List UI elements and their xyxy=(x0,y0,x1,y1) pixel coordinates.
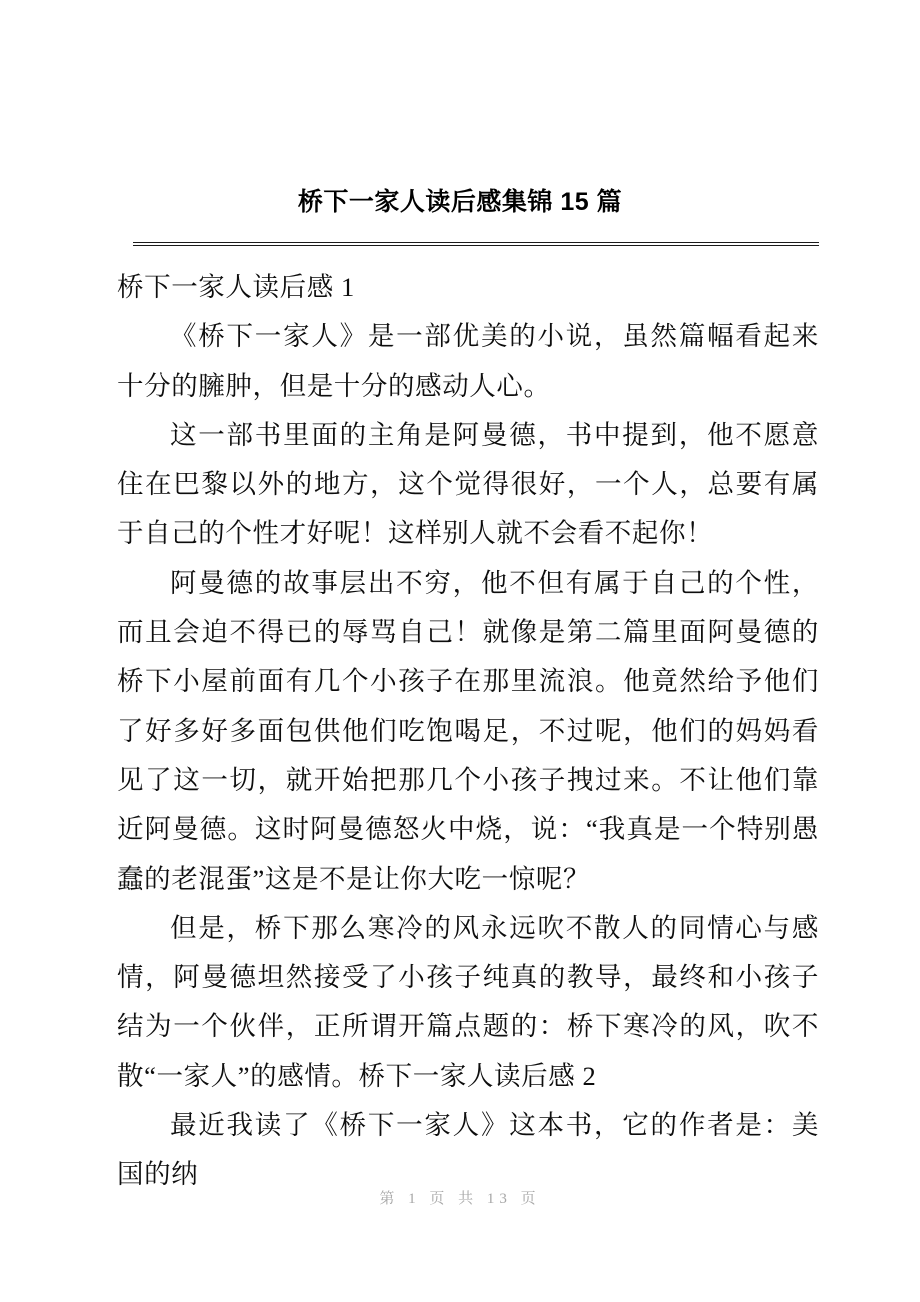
page-title: 桥下一家人读后感集锦 15 篇 xyxy=(297,188,623,216)
body-paragraph: 最近我读了《桥下一家人》这本书，它的作者是：美国的纳 xyxy=(117,1110,819,1190)
body-paragraph: 《桥下一家人》是一部优美的小说，虽然篇幅看起来十分的臃肿，但是十分的感动人心。 xyxy=(117,321,819,401)
title-divider-gap xyxy=(133,244,819,245)
section-heading: 桥下一家人读后感 1 xyxy=(117,272,355,302)
title-divider xyxy=(133,242,819,246)
body-paragraph: 但是，桥下那么寒冷的风永远吹不散人的同情心与感情，阿曼德坦然接受了小孩子纯真的教导，最终和小孩子结为一个伙伴，正所谓开篇点题的：桥下寒冷的风，吹不散“一家人”的感情。桥下一家人读后感 2 xyxy=(117,912,819,1091)
body-paragraph: 阿曼德的故事层出不穷，他不但有属于自己的个性，而且会迫不得已的辱骂自己！就像是第二篇里面阿曼德的桥下小屋前面有几个小孩子在那里流浪。他竟然给予他们了好多好多面包供他们吃饱喝足，不过呢，他们的妈妈看见了这一切，就开始把那几个小孩子拽过来。不让他们靠近阿曼德。这时阿曼德怒火中烧，说：“我真是一个特别愚蠢的老混蛋”这是不是让你大吃一惊呢？ xyxy=(117,567,819,894)
body-paragraph: 这一部书里面的主角是阿曼德，书中提到，他不愿意住在巴黎以外的地方，这个觉得很好，一个人，总要有属于自己的个性才好呢！这样别人就不会看不起你！ xyxy=(117,419,819,549)
page-footer: 第 1 页 共 13 页 xyxy=(379,1191,541,1207)
document-body xyxy=(117,263,819,1200)
